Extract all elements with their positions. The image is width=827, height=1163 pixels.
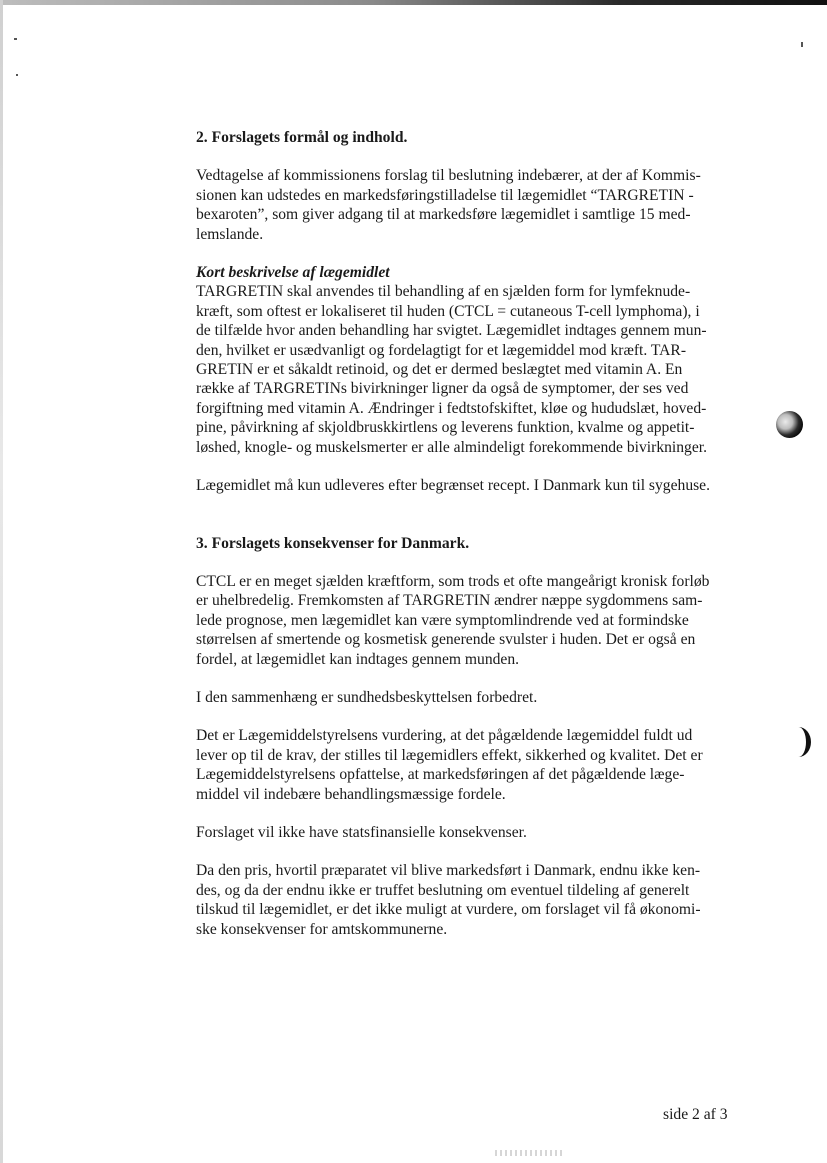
paragraph: I den sammenhæng er sundhedsbeskyttelsen forbedret. xyxy=(196,688,538,706)
text-line: Da den pris, hvortil præparatet vil blive markedsført i Danmark, endnu ikke ken- xyxy=(196,862,701,880)
text-line: forgiftning med vitamin A. Ændringer i fedtstofskiftet, kløe og hududslæt, hoved- xyxy=(196,399,707,417)
text-line: pine, påvirkning af skjoldbruskkirtlens og leverens funktion, kvalme og appetit- xyxy=(196,419,695,437)
text-line: des, og da der endnu ikke er truffet beslutning om eventuel tildeling af generelt xyxy=(196,881,690,899)
paragraph xyxy=(196,282,756,457)
text-line: ske konsekvenser for amtskommunerne. xyxy=(196,920,448,938)
text-line: TARGRETIN skal anvendes til behandling af en sjælden form for lymfeknude- xyxy=(196,283,691,301)
scan-left-edge xyxy=(0,0,3,1163)
text-line: Lægemiddelstyrelsens opfattelse, at markedsføringen af det pågældende læge- xyxy=(196,766,685,784)
text-line: middel vil indebære behandlingsmæssige fordele. xyxy=(196,785,506,803)
text-line: lever op til de krav, der stilles til lægemidlers effekt, sikkerhed og kvalitet. Det er xyxy=(196,746,703,764)
text-line: fordel, at lægemidlet kan indtages gennem munden. xyxy=(196,650,520,668)
paragraph xyxy=(196,166,756,244)
scan-speck xyxy=(16,74,18,76)
text-line: bexaroten”, som giver adgang til at markedsføre lægemidlet i samtlige 15 med- xyxy=(196,206,691,224)
text-line: lemslande. xyxy=(196,225,264,243)
paragraph xyxy=(196,861,756,939)
page-number: side 2 af 3 xyxy=(663,1106,728,1123)
text-line: Vedtagelse af kommissionens forslag til beslutning indebærer, at der af Kommis- xyxy=(196,167,701,185)
text-line: løshed, knogle- og muskelsmerter er alle almindeligt forekommende bivirkninger. xyxy=(196,438,707,456)
subheading: Kort beskrivelse af lægemidlet xyxy=(196,264,390,282)
text-line: Det er Lægemiddelstyrelsens vurdering, at det pågældende lægemiddel fuldt ud xyxy=(196,727,693,745)
text-line: den, hvilket er usædvanligt og fordelagtigt for et lægemiddel mod kræft. TAR- xyxy=(196,341,687,359)
section-heading: 2. Forslagets formål og indhold. xyxy=(196,129,408,146)
paragraph xyxy=(196,726,756,804)
text-line: lede prognose, men lægemidlet kan være symptomlindrende ved at formindske xyxy=(196,611,689,629)
text-line: størrelsen af smertende og kosmetisk generende svulster i huden. Det er også en xyxy=(196,631,696,649)
punch-hole-mark xyxy=(786,727,811,757)
scan-speck xyxy=(14,38,17,40)
scan-top-edge xyxy=(0,0,827,5)
scan-speck xyxy=(801,42,803,47)
scan-smudge xyxy=(495,1150,565,1156)
paragraph: Forslaget vil ikke have statsfinansielle konsekvenser. xyxy=(196,823,527,841)
paragraph: Lægemidlet må kun udleveres efter begrænset recept. I Danmark kun til sygehuse. xyxy=(196,477,710,495)
section-heading: 3. Forslagets konsekvenser for Danmark. xyxy=(196,534,470,552)
paragraph xyxy=(196,572,756,669)
text-line: de tilfælde hvor anden behandling har svigtet. Lægemidlet indtages gennem mun- xyxy=(196,322,707,340)
text-line: række af TARGRETINs bivirkninger ligner da også de symptomer, der ses ved xyxy=(196,380,689,398)
text-line: er uhelbredelig. Fremkomsten af TARGRETIN ændrer næppe sygdommens sam- xyxy=(196,592,703,610)
document-body xyxy=(196,128,756,939)
punch-hole-mark xyxy=(776,411,803,438)
text-line: tilskud til lægemidlet, er det ikke muligt at vurdere, om forslaget vil få økonomi- xyxy=(196,901,701,919)
text-line: CTCL er en meget sjælden kræftform, som trods et ofte mangeårigt kronisk forløb xyxy=(196,572,710,590)
text-line: sionen kan udstedes en markedsføringstilladelse til lægemidlet “TARGRETIN - xyxy=(196,186,694,204)
text-line: GRETIN er et såkaldt retinoid, og det er dermed beslægtet med vitamin A. En xyxy=(196,361,683,379)
text-line: kræft, som oftest er lokaliseret til huden (CTCL = cutaneous T-cell lymphoma), i xyxy=(196,302,700,320)
